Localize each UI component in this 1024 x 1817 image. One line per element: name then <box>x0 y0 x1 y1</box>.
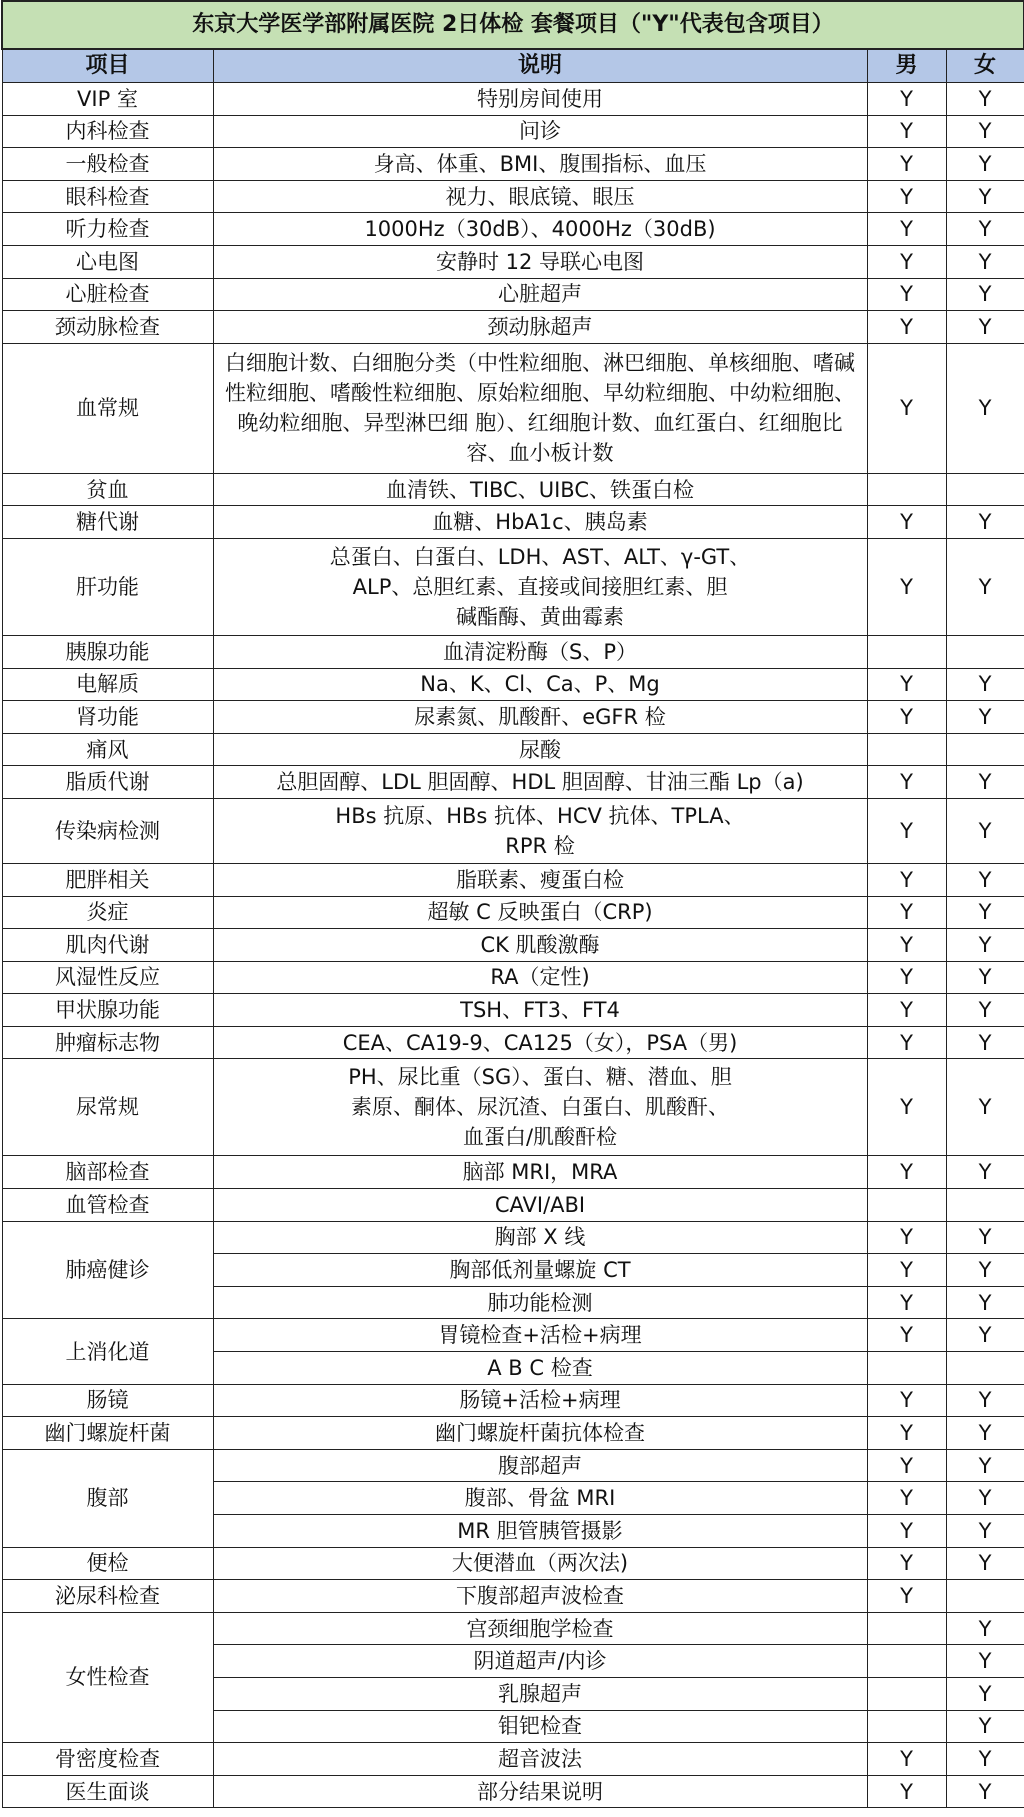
description-cell <box>213 1059 867 1156</box>
description-cell: RA（定性) <box>213 961 867 994</box>
male-included-cell <box>867 473 946 506</box>
description-line: PH、尿比重（SG）、蛋白、糖、潜血、胆 <box>348 1065 732 1090</box>
description-cell: 宫颈细胞学检查 <box>213 1612 867 1645</box>
female-included-cell: Y <box>946 1417 1024 1450</box>
table-row <box>2 538 1024 635</box>
table-title: 东京大学医学部附属医院 2日体检 套餐项目（"Y"代表包含项目） <box>2 1 1024 49</box>
description-cell: 超音波法 <box>213 1743 867 1776</box>
description-cell: 安静时 12 导联心电图 <box>213 245 867 278</box>
description-line: 碱酯酶、黄曲霉素 <box>456 604 624 629</box>
description-cell: 超敏 C 反映蛋白（CRP) <box>213 896 867 929</box>
description-cell: 问诊 <box>213 115 867 148</box>
table-body <box>2 83 1024 1808</box>
table-row <box>2 929 1024 962</box>
female-included-cell: Y <box>946 863 1024 896</box>
female-included-cell: Y <box>946 798 1024 863</box>
description-cell: 脂联素、瘦蛋白检 <box>213 863 867 896</box>
description-cell: Na、K、Cl、Ca、P、Mg <box>213 668 867 701</box>
female-included-cell: Y <box>946 1612 1024 1645</box>
description-line: 总蛋白、白蛋白、LDH、AST、ALT、γ-GT、 <box>329 544 751 569</box>
female-included-cell <box>946 473 1024 506</box>
male-included-cell: Y <box>867 961 946 994</box>
item-cell: 贫血 <box>2 473 213 506</box>
table-row <box>2 701 1024 734</box>
item-cell: 泌尿科检查 <box>2 1580 213 1613</box>
item-cell: 女性检查 <box>2 1612 213 1742</box>
item-cell: 心脏检查 <box>2 278 213 311</box>
female-included-cell: Y <box>946 1026 1024 1059</box>
description-cell: MR 胆管胰管摄影 <box>213 1515 867 1548</box>
female-included-cell: Y <box>946 766 1024 799</box>
male-included-cell: Y <box>867 148 946 181</box>
description-cell: A B C 检查 <box>213 1352 867 1385</box>
male-included-cell: Y <box>867 1156 946 1189</box>
header-row <box>2 49 1024 83</box>
description-cell: 视力、眼底镜、眼压 <box>213 180 867 213</box>
table-row <box>2 635 1024 668</box>
item-cell: 肌肉代谢 <box>2 929 213 962</box>
female-included-cell: Y <box>946 278 1024 311</box>
male-included-cell: Y <box>867 863 946 896</box>
description-cell: 1000Hz（30dB）、4000Hz（30dB) <box>213 213 867 246</box>
item-cell: 上消化道 <box>2 1319 213 1384</box>
header-female: 女 <box>946 49 1024 83</box>
male-included-cell: Y <box>867 701 946 734</box>
female-included-cell: Y <box>946 1319 1024 1352</box>
table-row <box>2 1156 1024 1189</box>
item-cell: 心电图 <box>2 245 213 278</box>
male-included-cell: Y <box>867 1417 946 1450</box>
table-row <box>2 506 1024 539</box>
female-included-cell: Y <box>946 1221 1024 1254</box>
female-included-cell: Y <box>946 115 1024 148</box>
male-included-cell: Y <box>867 213 946 246</box>
description-cell: 颈动脉超声 <box>213 311 867 344</box>
male-included-cell: Y <box>867 798 946 863</box>
item-cell: 肾功能 <box>2 701 213 734</box>
item-cell: 颈动脉检查 <box>2 311 213 344</box>
male-included-cell: Y <box>867 994 946 1027</box>
description-cell: 尿酸 <box>213 733 867 766</box>
description-cell: 阴道超声/内诊 <box>213 1645 867 1678</box>
male-included-cell: Y <box>867 1580 946 1613</box>
item-cell: 肠镜 <box>2 1384 213 1417</box>
female-included-cell: Y <box>946 1384 1024 1417</box>
item-cell: 听力检查 <box>2 213 213 246</box>
description-cell: 大便潜血（两次法) <box>213 1547 867 1580</box>
male-included-cell: Y <box>867 668 946 701</box>
description-cell: 幽门螺旋杆菌抗体检查 <box>213 1417 867 1450</box>
table-row <box>2 1059 1024 1156</box>
description-cell: 总胆固醇、LDL 胆固醇、HDL 胆固醇、甘油三酯 Lp（a) <box>213 766 867 799</box>
table-row <box>2 1580 1024 1613</box>
item-cell: 肝功能 <box>2 538 213 635</box>
description-cell: 血清铁、TIBC、UIBC、铁蛋白检 <box>213 473 867 506</box>
table-row <box>2 766 1024 799</box>
table-row <box>2 896 1024 929</box>
item-cell: 甲状腺功能 <box>2 994 213 1027</box>
male-included-cell: Y <box>867 538 946 635</box>
description-cell: 下腹部超声波检查 <box>213 1580 867 1613</box>
female-included-cell <box>946 733 1024 766</box>
female-included-cell: Y <box>946 1710 1024 1743</box>
item-cell: 脂质代谢 <box>2 766 213 799</box>
table-row <box>2 343 1024 473</box>
male-included-cell: Y <box>867 83 946 116</box>
item-cell: 便检 <box>2 1547 213 1580</box>
checkup-package-table <box>1 0 1024 1808</box>
table-row <box>2 798 1024 863</box>
male-included-cell: Y <box>867 896 946 929</box>
table-row <box>2 1417 1024 1450</box>
item-cell: VIP 室 <box>2 83 213 116</box>
item-cell: 肺癌健诊 <box>2 1221 213 1319</box>
male-included-cell: Y <box>867 1254 946 1287</box>
female-included-cell: Y <box>946 180 1024 213</box>
female-included-cell: Y <box>946 538 1024 635</box>
description-cell: 血糖、HbA1c、胰岛素 <box>213 506 867 539</box>
description-cell <box>213 798 867 863</box>
male-included-cell: Y <box>867 311 946 344</box>
female-included-cell: Y <box>946 245 1024 278</box>
table-row <box>2 961 1024 994</box>
description-cell: 血清淀粉酶（S、P） <box>213 635 867 668</box>
item-cell: 骨密度检查 <box>2 1743 213 1776</box>
table-row <box>2 668 1024 701</box>
table-row <box>2 1449 1024 1482</box>
table-row <box>2 473 1024 506</box>
male-included-cell: Y <box>867 1547 946 1580</box>
table-row <box>2 863 1024 896</box>
male-included-cell <box>867 733 946 766</box>
description-cell: 脑部 MRI，MRA <box>213 1156 867 1189</box>
table-row <box>2 1612 1024 1645</box>
table-row <box>2 994 1024 1027</box>
male-included-cell: Y <box>867 1059 946 1156</box>
item-cell: 眼科检查 <box>2 180 213 213</box>
item-cell: 糖代谢 <box>2 506 213 539</box>
table-row <box>2 180 1024 213</box>
table-row <box>2 1384 1024 1417</box>
female-included-cell: Y <box>946 1449 1024 1482</box>
male-included-cell <box>867 1677 946 1710</box>
male-included-cell: Y <box>867 929 946 962</box>
female-included-cell: Y <box>946 668 1024 701</box>
table-row <box>2 115 1024 148</box>
female-included-cell: Y <box>946 1645 1024 1678</box>
male-included-cell: Y <box>867 1449 946 1482</box>
header-item: 项目 <box>2 49 213 83</box>
female-included-cell: Y <box>946 506 1024 539</box>
female-included-cell: Y <box>946 1254 1024 1287</box>
male-included-cell: Y <box>867 1221 946 1254</box>
table-row <box>2 733 1024 766</box>
description-cell: 胃镜检查+活检+病理 <box>213 1319 867 1352</box>
description-cell: CAVI/ABI <box>213 1189 867 1222</box>
table-row <box>2 83 1024 116</box>
male-included-cell: Y <box>867 245 946 278</box>
female-included-cell: Y <box>946 311 1024 344</box>
female-included-cell: Y <box>946 148 1024 181</box>
female-included-cell <box>946 1580 1024 1613</box>
female-included-cell: Y <box>946 961 1024 994</box>
item-cell: 脑部检查 <box>2 1156 213 1189</box>
table-row <box>2 1319 1024 1352</box>
description-cell: 胸部 X 线 <box>213 1221 867 1254</box>
description-cell: 肠镜+活检+病理 <box>213 1384 867 1417</box>
female-included-cell: Y <box>946 1547 1024 1580</box>
description-cell: 特别房间使用 <box>213 83 867 116</box>
item-cell: 传染病检测 <box>2 798 213 863</box>
item-cell: 痛风 <box>2 733 213 766</box>
description-cell: 钼钯检查 <box>213 1710 867 1743</box>
male-included-cell: Y <box>867 1775 946 1808</box>
description-cell: 腹部、骨盆 MRI <box>213 1482 867 1515</box>
description-cell <box>213 538 867 635</box>
male-included-cell: Y <box>867 1319 946 1352</box>
male-included-cell: Y <box>867 1515 946 1548</box>
male-included-cell: Y <box>867 1482 946 1515</box>
male-included-cell: Y <box>867 115 946 148</box>
female-included-cell: Y <box>946 1059 1024 1156</box>
description-line: 素原、酮体、尿沉渣、白蛋白、肌酸酐、 <box>351 1095 729 1120</box>
female-included-cell: Y <box>946 1156 1024 1189</box>
description-cell: CK 肌酸激酶 <box>213 929 867 962</box>
female-included-cell: Y <box>946 1677 1024 1710</box>
female-included-cell: Y <box>946 213 1024 246</box>
description-cell: TSH、FT3、FT4 <box>213 994 867 1027</box>
item-cell: 胰腺功能 <box>2 635 213 668</box>
header-male: 男 <box>867 49 946 83</box>
table-row <box>2 245 1024 278</box>
male-included-cell <box>867 1612 946 1645</box>
female-included-cell: Y <box>946 994 1024 1027</box>
female-included-cell: Y <box>946 1775 1024 1808</box>
description-cell: 乳腺超声 <box>213 1677 867 1710</box>
description-cell: CEA、CA19-9、CA125（女），PSA（男) <box>213 1026 867 1059</box>
item-cell: 血常规 <box>2 343 213 473</box>
male-included-cell <box>867 635 946 668</box>
female-included-cell: Y <box>946 929 1024 962</box>
female-included-cell <box>946 635 1024 668</box>
male-included-cell: Y <box>867 506 946 539</box>
description-line: RPR 检 <box>505 833 575 858</box>
item-cell: 医生面谈 <box>2 1775 213 1808</box>
description-cell: 尿素氮、肌酸酐、eGFR 检 <box>213 701 867 734</box>
table-row <box>2 278 1024 311</box>
table-row <box>2 1189 1024 1222</box>
male-included-cell: Y <box>867 180 946 213</box>
item-cell: 血管检查 <box>2 1189 213 1222</box>
female-included-cell: Y <box>946 1515 1024 1548</box>
female-included-cell <box>946 1189 1024 1222</box>
table-row <box>2 213 1024 246</box>
male-included-cell: Y <box>867 1286 946 1319</box>
male-included-cell <box>867 1645 946 1678</box>
table-row <box>2 148 1024 181</box>
female-included-cell <box>946 1352 1024 1385</box>
description-cell: 身高、体重、BMI、腹围指标、血压 <box>213 148 867 181</box>
item-cell: 肿瘤标志物 <box>2 1026 213 1059</box>
table-row <box>2 1743 1024 1776</box>
male-included-cell: Y <box>867 1743 946 1776</box>
male-included-cell: Y <box>867 1026 946 1059</box>
male-included-cell <box>867 1352 946 1385</box>
item-cell: 肥胖相关 <box>2 863 213 896</box>
description-line: HBs 抗原、HBs 抗体、HCV 抗体、TPLA、 <box>335 803 745 828</box>
description-cell: 心脏超声 <box>213 278 867 311</box>
header-description: 说明 <box>213 49 867 83</box>
female-included-cell: Y <box>946 343 1024 473</box>
item-cell: 幽门螺旋杆菌 <box>2 1417 213 1450</box>
description-line: ALP、总胆红素、直接或间接胆红素、胆 <box>352 574 728 599</box>
table-row <box>2 1775 1024 1808</box>
description-cell: 白细胞计数、白细胞分类（中性粒细胞、淋巴细胞、单核细胞、嗜碱性粒细胞、嗜酸性粒细胞、原始粒细胞、早幼粒细胞、中幼粒细胞、晚幼粒细胞、异型淋巴细 胞）、红细胞计数、血红蛋白、红细胞比容、血小板计数 <box>213 343 867 473</box>
table-row <box>2 1026 1024 1059</box>
item-cell: 电解质 <box>2 668 213 701</box>
item-cell: 一般检查 <box>2 148 213 181</box>
description-cell: 胸部低剂量螺旋 CT <box>213 1254 867 1287</box>
item-cell: 尿常规 <box>2 1059 213 1156</box>
item-cell: 风湿性反应 <box>2 961 213 994</box>
description-cell: 肺功能检测 <box>213 1286 867 1319</box>
female-included-cell: Y <box>946 1482 1024 1515</box>
description-cell: 部分结果说明 <box>213 1775 867 1808</box>
male-included-cell: Y <box>867 766 946 799</box>
item-cell: 内科检查 <box>2 115 213 148</box>
male-included-cell: Y <box>867 343 946 473</box>
table-row <box>2 311 1024 344</box>
female-included-cell: Y <box>946 1743 1024 1776</box>
description-cell: 腹部超声 <box>213 1449 867 1482</box>
female-included-cell: Y <box>946 83 1024 116</box>
description-line: 血蛋白/肌酸酐检 <box>462 1125 618 1150</box>
female-included-cell: Y <box>946 896 1024 929</box>
male-included-cell <box>867 1710 946 1743</box>
female-included-cell: Y <box>946 701 1024 734</box>
male-included-cell: Y <box>867 1384 946 1417</box>
table-row <box>2 1547 1024 1580</box>
item-cell: 腹部 <box>2 1449 213 1547</box>
male-included-cell: Y <box>867 278 946 311</box>
item-cell: 炎症 <box>2 896 213 929</box>
table-row <box>2 1221 1024 1254</box>
male-included-cell <box>867 1189 946 1222</box>
female-included-cell: Y <box>946 1286 1024 1319</box>
